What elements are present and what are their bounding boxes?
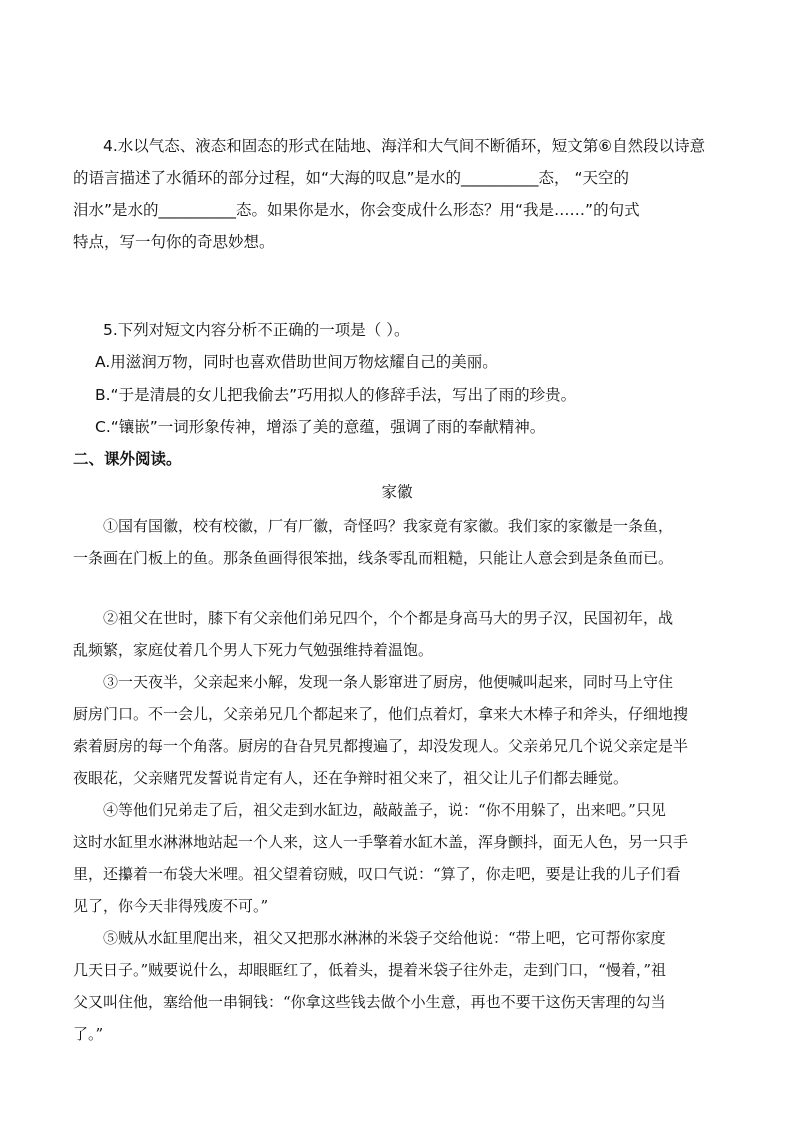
paragraph-line: 见了，你今天非得残废不可。” bbox=[73, 897, 269, 915]
article-paragraph-1 bbox=[73, 510, 733, 574]
section-heading: 二、课外阅读。 bbox=[73, 450, 182, 468]
question-4-line: 的语言描述了水循环的部分过程，如“大海的叹息”是水的__________态， “天空的 bbox=[73, 169, 630, 187]
paragraph-line: ④等他们兄弟走了后，祖父走到水缸边，敲敲盖子，说：“你不用躲了，出来吧。”只见 bbox=[103, 801, 666, 819]
paragraph-line: 厨房门口。不一会儿，父亲弟兄几个都起来了，他们点着灯，拿来大木棒子和斧头，仔细地搜 bbox=[73, 705, 689, 723]
paragraph-line: ⑤贼从水缸里爬出来，祖父又把那水淋淋的米袋子交给他说：“带上吧，它可帮你家度 bbox=[103, 929, 666, 947]
article-title: 家徽 bbox=[381, 483, 413, 501]
paragraph-line: 了。” bbox=[73, 1025, 104, 1043]
question-5-stem: 5.下列对短文内容分析不正确的一项是（ ）。 bbox=[103, 321, 410, 339]
question-4-line: 特点，写一句你的奇思妙想。 bbox=[73, 233, 275, 251]
paragraph-line: 一条画在门板上的鱼。那条鱼画得很笨拙，线条零乱而粗糙，只能让人意会到是条鱼而已。 bbox=[73, 549, 674, 567]
paragraph-line: ①国有国徽，校有校徽，厂有厂徽，奇怪吗？我家竟有家徽。我们家的家徽是一条鱼， bbox=[103, 517, 674, 535]
question-4-line: 泪水”是水的__________态。如果你是水，你会变成什么形态？用“我是……”的句式 bbox=[73, 201, 640, 219]
article-paragraph-3 bbox=[73, 666, 733, 794]
paragraph-line: 这时水缸里水淋淋地站起一个人来，这人一手擎着水缸木盖，浑身颤抖，面无人色，另一只手 bbox=[73, 833, 689, 851]
article-paragraph-4 bbox=[73, 794, 733, 922]
question-4 bbox=[73, 130, 733, 258]
article-paragraph-2 bbox=[73, 602, 733, 666]
paragraph-line: 里，还攥着一布袋大米哩。祖父望着窃贼，叹口气说：“算了，你走吧，要是让我的儿子们看 bbox=[73, 865, 681, 883]
paragraph-line: ③一天夜半，父亲起来小解，发现一条人影窜进了厨房，他便喊叫起来，同时马上守住 bbox=[103, 673, 674, 691]
article-paragraph-5 bbox=[73, 922, 733, 1050]
paragraph-line: 乱频繁，家庭仗着几个男人下死力气勉强维持着温饱。 bbox=[73, 641, 434, 659]
paragraph-line: ②祖父在世时，膝下有父亲他们弟兄四个，个个都是身高马大的男子汉，民国初年，战 bbox=[103, 609, 674, 627]
paragraph-line: 几天日子。”贼要说什么，却眼眶红了，低着头，提着米袋子往外走，走到门口，“慢着，”祖 bbox=[73, 961, 667, 979]
question-5-option-b: B.“于是清晨的女儿把我偷去”巧用拟人的修辞手法，写出了雨的珍贵。 bbox=[95, 386, 577, 404]
question-5-option-a: A.用滋润万物，同时也喜欢借助世间万物炫耀自己的美丽。 bbox=[95, 353, 498, 371]
question-5-option-c: C.“镶嵌”一词形象传神，增添了美的意蕴，强调了雨的奉献精神。 bbox=[95, 418, 546, 436]
question-4-line: 4.水以气态、液态和固态的形式在陆地、海洋和大气间不断循环，短文第⑥自然段以诗意 bbox=[103, 137, 706, 155]
paragraph-line: 父又叫住他，塞给他一串铜钱：“你拿这些钱去做个小生意，再也不要干这伤天害理的勾当 bbox=[73, 993, 666, 1011]
paragraph-line: 夜眼花，父亲赌咒发誓说肯定有人，还在争辩时祖父来了，祖父让儿子们都去睡觉。 bbox=[73, 769, 629, 787]
paragraph-line: 索着厨房的每一个角落。厨房的旮旮旯旯都搜遍了，却没发现人。父亲弟兄几个说父亲定是半 bbox=[73, 737, 689, 755]
